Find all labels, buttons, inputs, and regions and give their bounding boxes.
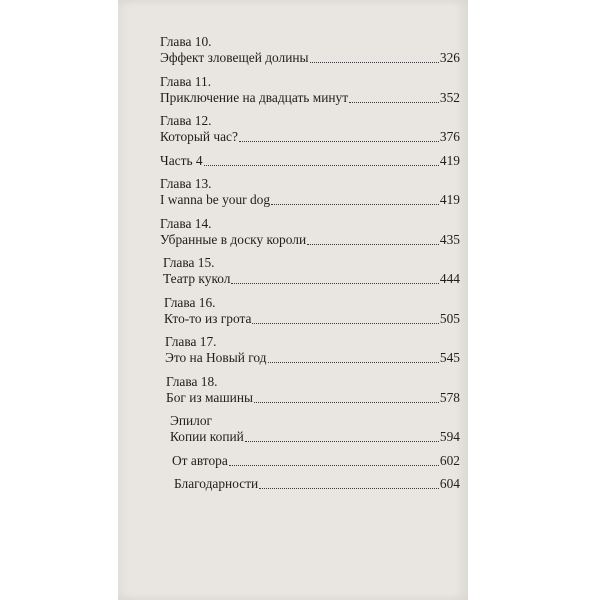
part-title: Часть 4 xyxy=(160,152,203,168)
chapter-title: Убранные в доску короли xyxy=(160,231,307,247)
page-number: 326 xyxy=(439,50,460,65)
page-number: 419 xyxy=(439,192,460,207)
toc-entry xyxy=(160,374,460,406)
toc-entry xyxy=(160,74,460,106)
dot-leader xyxy=(229,465,439,466)
chapter-number: Глава 10. xyxy=(160,34,212,49)
chapter-title: Эффект зловещей долины xyxy=(160,50,309,65)
chapter-title: I wanna be your dog xyxy=(160,192,271,207)
dot-leader xyxy=(245,441,439,442)
toc-entry xyxy=(160,113,460,145)
toc-entry xyxy=(160,34,460,66)
chapter-number: Глава 15. xyxy=(163,255,215,270)
dot-leader xyxy=(254,402,439,403)
page-number: 352 xyxy=(439,89,460,105)
dot-leader xyxy=(310,62,439,63)
chapter-title: Приключение на двадцать минут xyxy=(160,89,349,105)
toc-entry xyxy=(160,334,460,366)
chapter-number: Глава 12. xyxy=(160,113,212,128)
section-title: Благодарности xyxy=(174,476,259,491)
chapter-number: Глава 16. xyxy=(164,294,216,310)
page-number: 435 xyxy=(439,231,460,247)
chapter-number: Глава 17. xyxy=(165,334,217,349)
chapter-title: Кто-то из грота xyxy=(164,310,252,326)
page-number: 602 xyxy=(439,452,460,468)
chapter-title: Бог из машины xyxy=(166,389,253,405)
dot-leader xyxy=(231,283,438,284)
epilogue-label: Эпилог xyxy=(170,413,213,428)
page-number: 505 xyxy=(439,310,460,326)
chapter-number: Глава 13. xyxy=(160,176,212,191)
toc-entry xyxy=(160,295,460,327)
chapter-number: Глава 14. xyxy=(160,215,212,231)
chapter-title: Театр кукол xyxy=(163,271,231,286)
page-number: 376 xyxy=(439,129,460,144)
dot-leader xyxy=(259,488,439,489)
section-title: От автора xyxy=(172,452,228,468)
dot-leader xyxy=(307,244,439,245)
chapter-number: Глава 11. xyxy=(160,73,212,89)
page-number: 419 xyxy=(439,152,460,168)
page-number: 444 xyxy=(439,271,460,286)
dot-leader xyxy=(271,204,439,205)
toc-entry xyxy=(160,255,460,287)
toc-entry xyxy=(160,453,460,469)
dot-leader xyxy=(268,362,439,363)
toc-entry xyxy=(160,153,460,169)
page-number: 545 xyxy=(439,350,460,365)
chapter-title: Который час? xyxy=(160,129,238,144)
page-number: 578 xyxy=(439,389,460,405)
table-of-contents xyxy=(160,34,460,500)
chapter-title: Это на Новый год xyxy=(165,350,267,365)
dot-leader xyxy=(239,141,439,142)
dot-leader xyxy=(252,323,438,324)
toc-entry xyxy=(160,413,460,445)
chapter-number: Глава 18. xyxy=(166,373,218,389)
dot-leader xyxy=(349,102,439,103)
toc-entry xyxy=(160,216,460,248)
dot-leader xyxy=(204,165,439,166)
toc-entry xyxy=(160,476,460,492)
page-number: 604 xyxy=(439,476,460,491)
page-number: 594 xyxy=(439,429,460,444)
toc-entry xyxy=(160,176,460,208)
chapter-title: Копии копий xyxy=(170,429,244,444)
